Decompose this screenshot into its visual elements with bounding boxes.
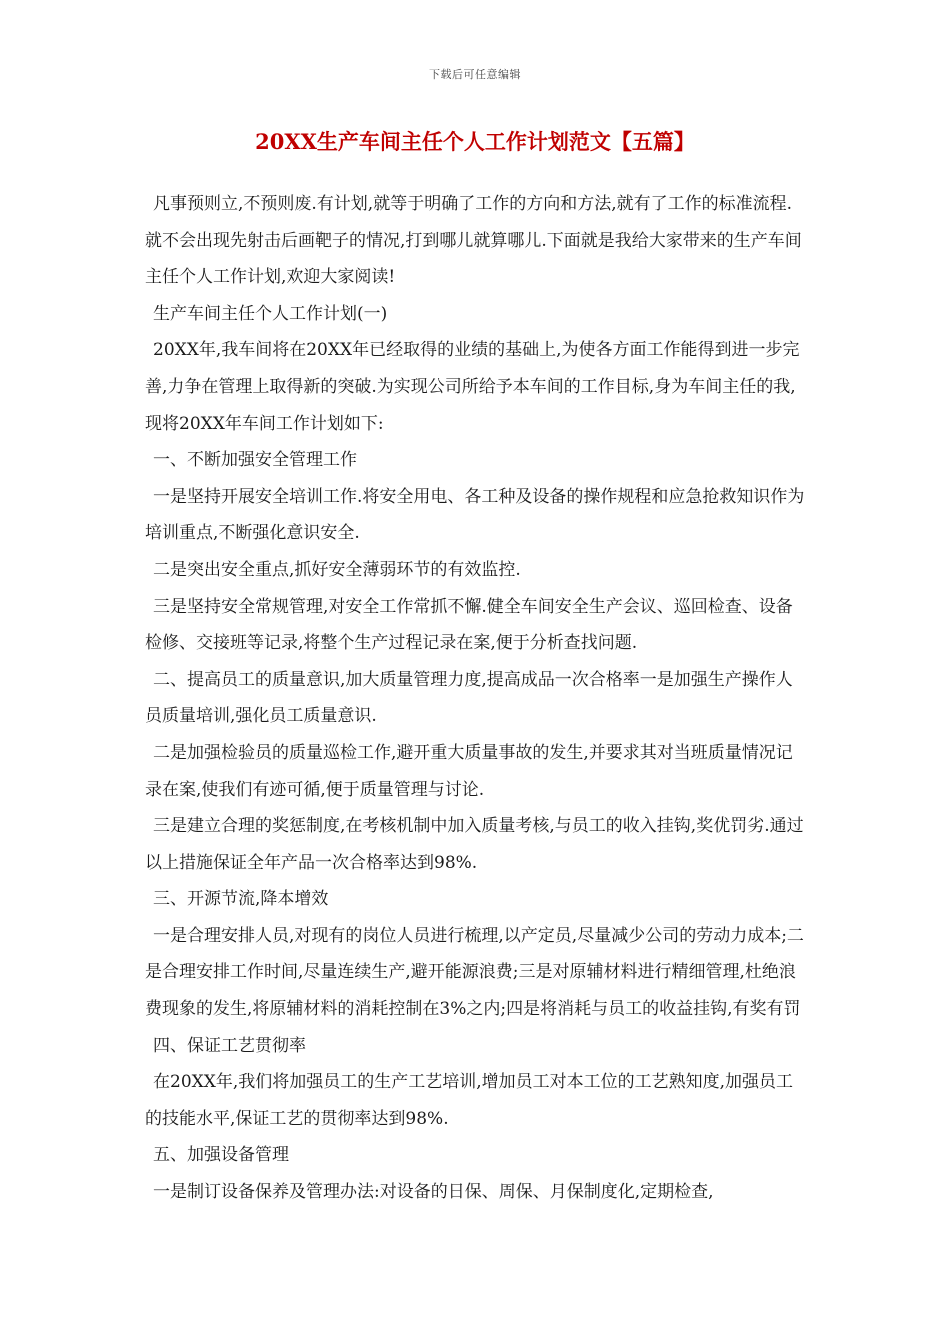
- paragraph: 三是坚持安全常规管理,对安全工作常抓不懈.健全车间安全生产会议、巡回检查、设备检修、交接班等记录,将整个生产过程记录在案,便于分析查找问题.: [145, 596, 793, 654]
- paragraph: 一是合理安排人员,对现有的岗位人员进行梳理,以产定员,尽量减少公司的劳动力成本;二是合理安排工作时间,尽量连续生产,避开能源浪费;三是对原辅材料进行精细管理,杜绝浪费现象的发生,将原辅材料的消耗控制在3%之内;四是将消耗与员工的收益挂钩,有奖有罚: [145, 925, 804, 1020]
- section-heading: 四、保证工艺贯彻率: [153, 1035, 306, 1056]
- paragraph: 三是建立合理的奖惩制度,在考核机制中加入质量考核,与员工的收入挂钩,奖优罚劣.通过以上措施保证全年产品一次合格率达到98%.: [145, 816, 804, 873]
- section-heading: 五、加强设备管理: [153, 1145, 289, 1166]
- paragraph: 一是制订设备保养及管理办法:对设备的日保、周保、月保制度化,定期检查,: [153, 1182, 714, 1203]
- paragraph: 二是突出安全重点,抓好安全薄弱环节的有效监控.: [153, 559, 521, 580]
- section-heading: 一、不断加强安全管理工作: [153, 450, 357, 471]
- section-heading: 三、开源节流,降本增效: [153, 889, 329, 910]
- paragraph: 二是加强检验员的质量巡检工作,避开重大质量事故的发生,并要求其对当班质量情况记录在案,使我们有迹可循,便于质量管理与讨论.: [145, 742, 793, 800]
- document-title: 20XX生产车间主任个人工作计划范文【五篇】: [255, 129, 695, 154]
- paragraph: 凡事预则立,不预则废.有计划,就等于明确了工作的方向和方法,就有了工作的标准流程.就不会出现先射击后画靶子的情况,打到哪儿就算哪儿.下面就是我给大家带来的生产车间主任个人工作计划,欢迎大家阅读!: [145, 194, 802, 288]
- paragraph: 20XX年,我车间将在20XX年已经取得的业绩的基础上,为使各方面工作能得到进一步完善,力争在管理上取得新的突破.为实现公司所给予本车间的工作目标,身为车间主任的我,现将20XX年车间工作计划如下:: [145, 340, 800, 434]
- paragraph: 在20XX年,我们将加强员工的生产工艺培训,增加员工对本工位的工艺熟知度,加强员工的技能水平,保证工艺的贯彻率达到98%.: [145, 1072, 794, 1129]
- paragraph: 一是坚持开展安全培训工作.将安全用电、各工种及设备的操作规程和应急抢救知识作为培训重点,不断强化意识安全.: [145, 486, 805, 544]
- section-heading: 生产车间主任个人工作计划(一): [153, 303, 388, 324]
- document-body: [145, 186, 807, 1211]
- header-note: 下载后可任意编辑: [429, 68, 521, 81]
- paragraph: 二、提高员工的质量意识,加大质量管理力度,提高成品一次合格率一是加强生产操作人员质量培训,强化员工质量意识.: [145, 669, 793, 727]
